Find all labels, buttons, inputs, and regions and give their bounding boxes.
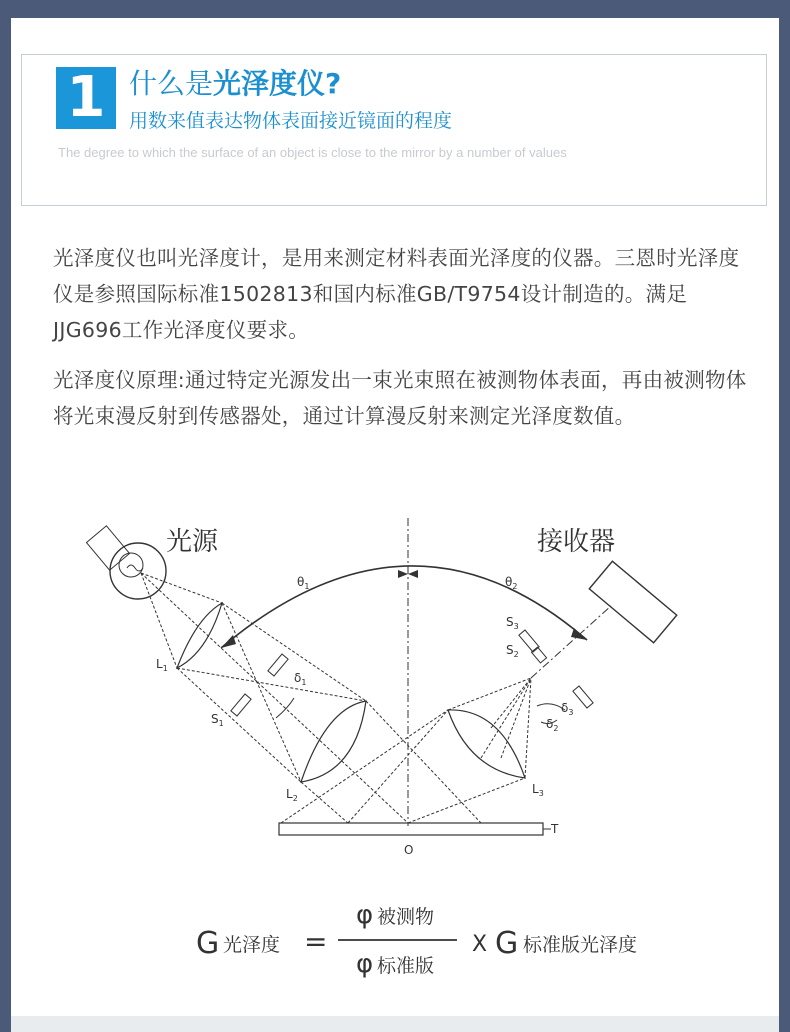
l1-label: $L_1$: [156, 657, 168, 673]
theta1-label: $\theta_1$: [297, 575, 310, 591]
content-card: [11, 18, 779, 1032]
formula-times: X: [472, 932, 488, 957]
numerator-phi: φ: [356, 900, 374, 930]
section-number-badge: 1: [56, 67, 116, 129]
formula-g-left-sub: 光泽度: [223, 934, 281, 956]
denominator-text: 标准版: [377, 955, 435, 977]
formula-g-left: G: [196, 926, 220, 961]
s3-label: $S_3$: [506, 615, 519, 631]
denominator-phi: φ: [356, 949, 374, 979]
delta3-label: $\delta_3$: [561, 701, 574, 717]
intro-paragraph: 光泽度仪也叫光泽度计，是用来测定材料表面光泽度的仪器。三恩时光泽度仪是参照国际标准1502813和国内标准GB/T9754设计制造的。满足JJG696工作光泽度仪要求。: [53, 246, 740, 342]
theta2-label: $\theta_2$: [505, 575, 518, 591]
light-source-label: 光源: [166, 527, 219, 557]
delta2-label: $\delta_2$: [546, 717, 559, 733]
l2-label: $L_2$: [286, 787, 298, 803]
numerator-text: 被测物: [377, 906, 435, 928]
formula-equals: =: [304, 925, 328, 958]
s1-label: $S_1$: [211, 712, 224, 728]
delta1-label: $\delta_1$: [294, 671, 307, 687]
footer-strip: [11, 1016, 779, 1032]
title-prefix: 什么是: [129, 67, 214, 100]
receiver-label: 接收器: [537, 527, 616, 557]
section-english-subtitle: The degree to which the surface of an object is close to the mirror by a number of values: [58, 145, 567, 160]
formula-g-right-sub: 标准版光泽度: [523, 934, 638, 956]
section-subtitle: 用数来值表达物体表面接近镜面的程度: [129, 110, 453, 132]
title-bold: 光泽度仪?: [213, 67, 342, 100]
s2-label: $S_2$: [506, 643, 519, 659]
t-label: T: [551, 822, 559, 836]
l3-label: $L_3$: [532, 782, 544, 798]
formula-g-right: G: [495, 926, 519, 961]
gloss-formula: [11, 18, 779, 1032]
origin-label: O: [404, 843, 414, 857]
principle-paragraph: 光泽度仪原理:通过特定光源发出一束光束照在被测物体表面，再由被测物体将光束漫反射到传感器处，通过计算漫反射来测定光泽度数值。: [53, 368, 747, 428]
